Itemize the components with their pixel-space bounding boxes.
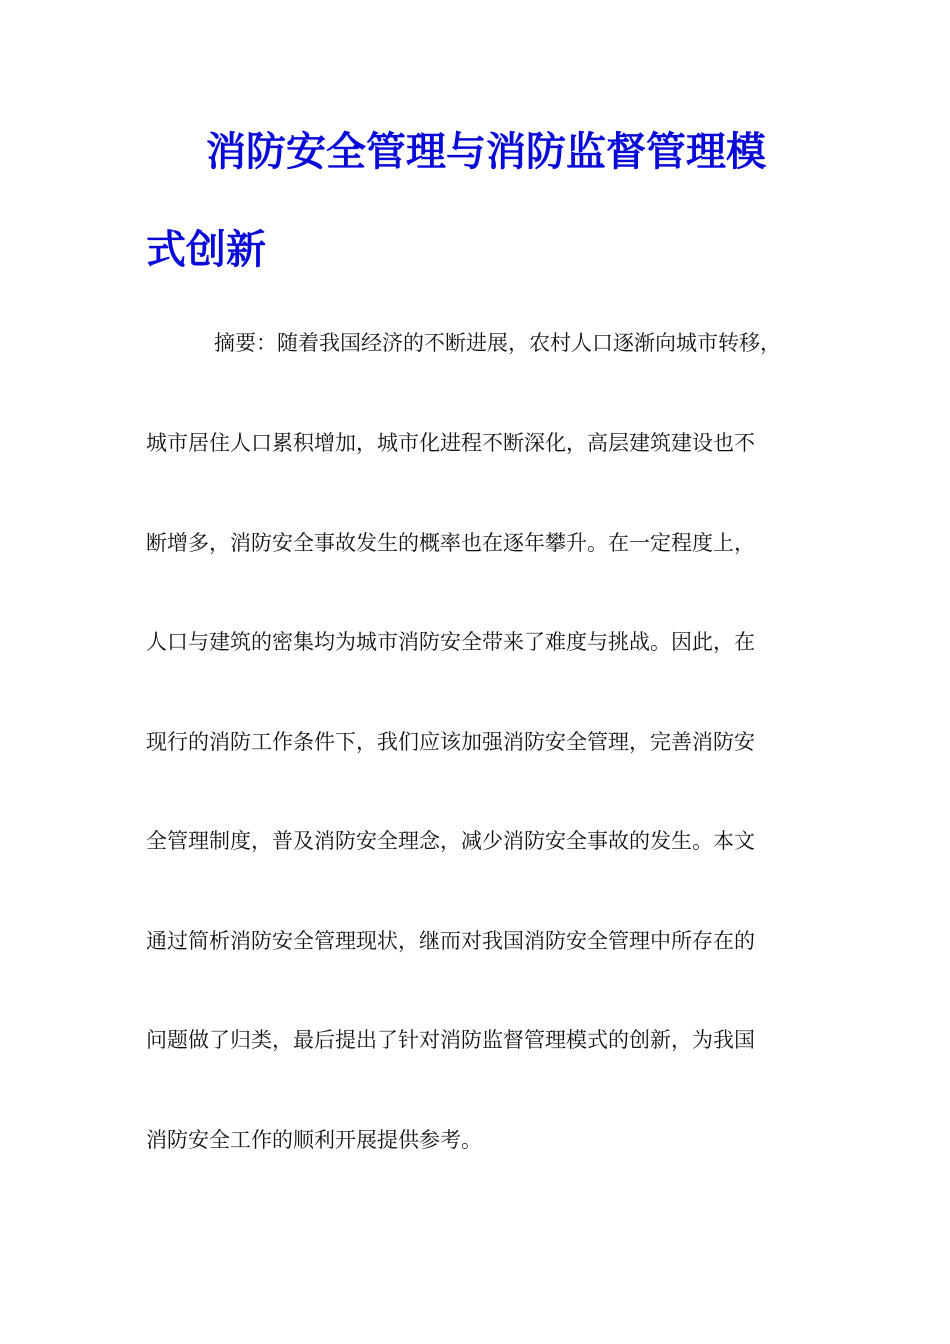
abstract-line-4: 人口与建筑的密集均为城市消防安全带来了难度与挑战。因此，在 (146, 630, 755, 654)
document-title-line-1: 消防安全管理与消防监督管理模 (206, 129, 766, 175)
abstract-line-2: 城市居住人口累积增加，城市化进程不断深化，高层建筑建设也不 (146, 431, 755, 455)
abstract-line-8: 问题做了归类，最后提出了针对消防监督管理模式的创新，为我国 (146, 1028, 755, 1052)
document-title-line-2: 式创新 (146, 227, 266, 273)
abstract-line-6: 全管理制度，普及消防安全理念，减少消防安全事故的发生。本文 (146, 829, 755, 853)
abstract-line-7: 通过简析消防安全管理现状，继而对我国消防安全管理中所存在的 (146, 929, 755, 953)
abstract-line-1: 摘要：随着我国经济的不断进展，农村人口逐渐向城市转移， (214, 331, 781, 355)
abstract-line-5: 现行的消防工作条件下，我们应该加强消防安全管理，完善消防安 (146, 730, 755, 754)
abstract-line-9: 消防安全工作的顺利开展提供参考。 (146, 1128, 482, 1152)
abstract-line-3: 断增多，消防安全事故发生的概率也在逐年攀升。在一定程度上， (146, 531, 755, 555)
